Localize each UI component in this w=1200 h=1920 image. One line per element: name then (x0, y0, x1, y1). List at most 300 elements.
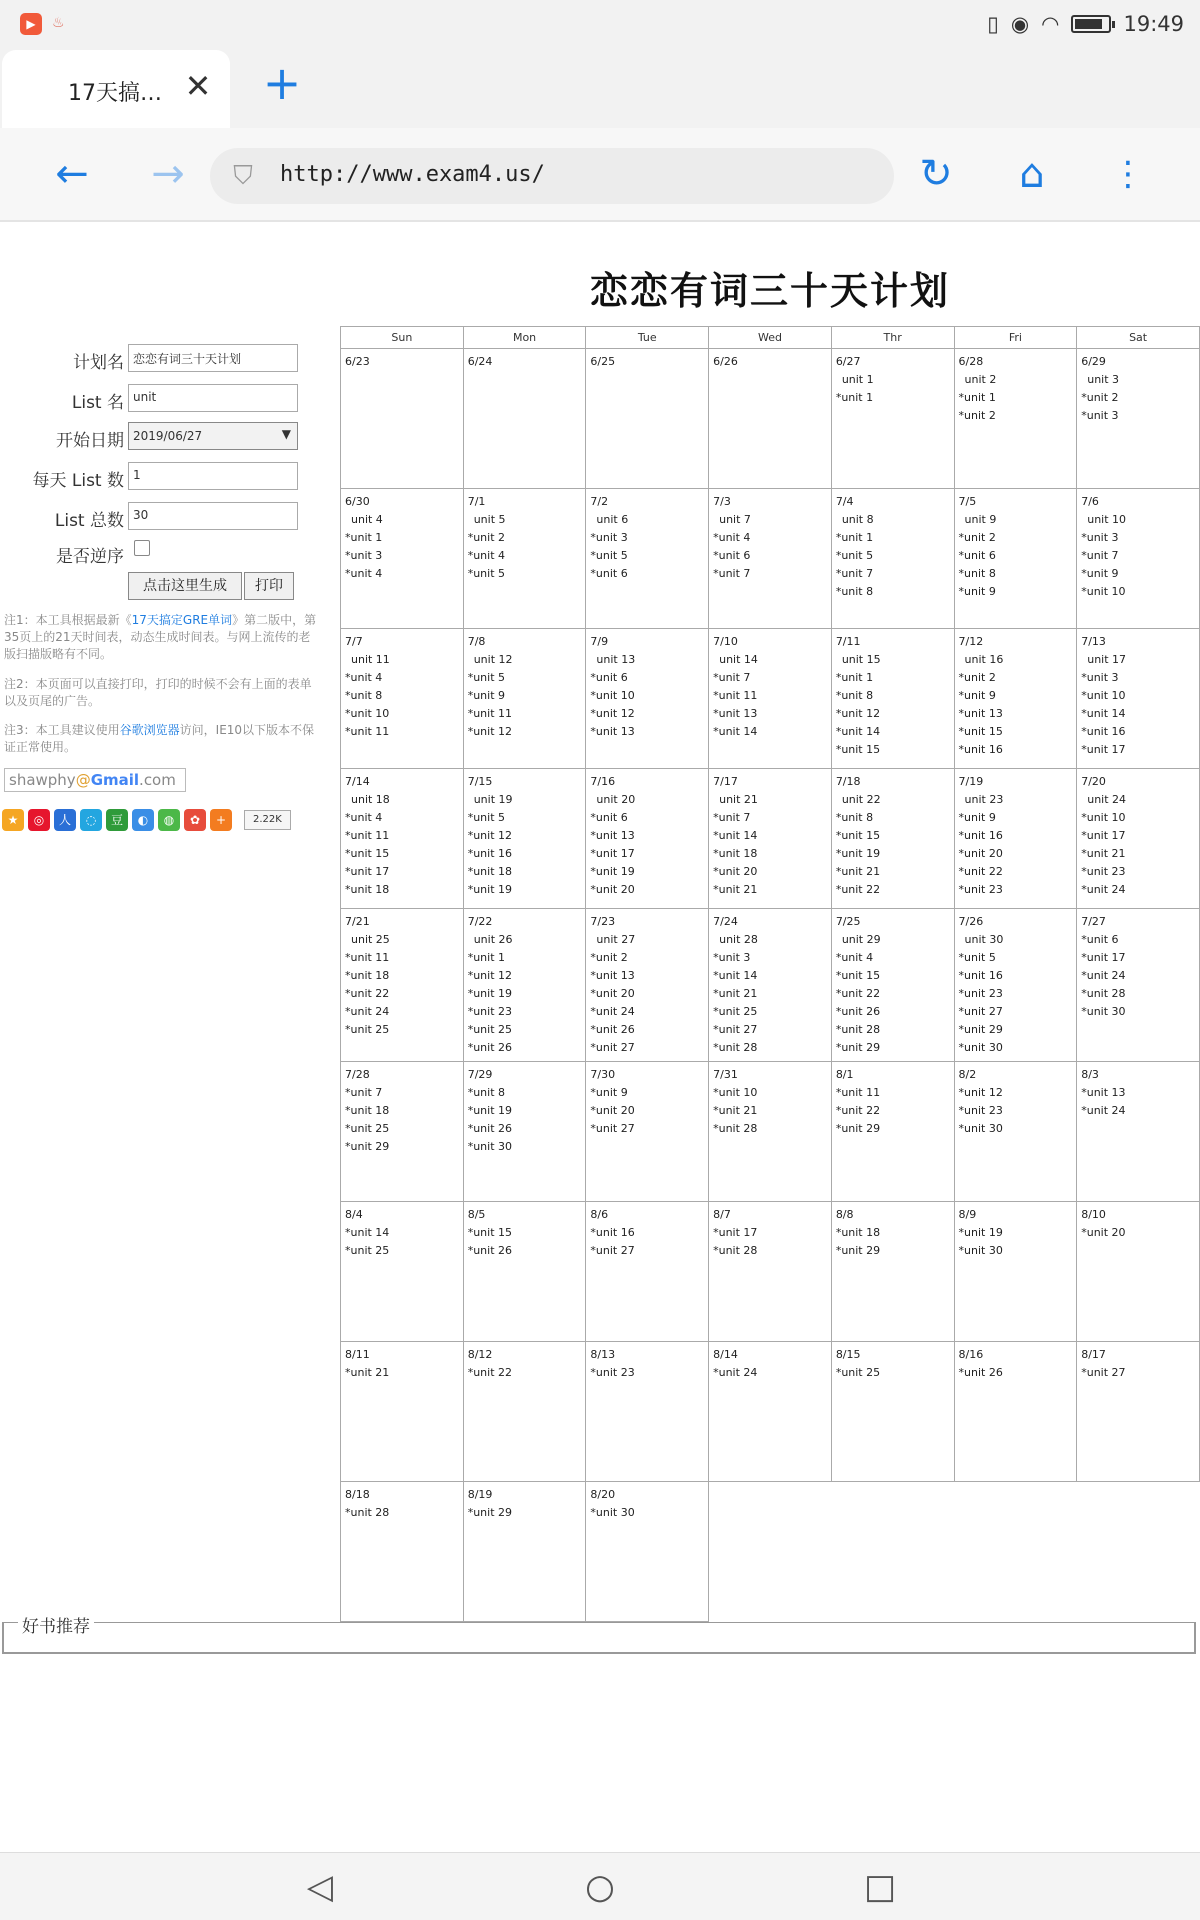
unit-entry: *unit 11 (467, 707, 513, 720)
unit-entry: *unit 20 (713, 865, 758, 878)
unit-entry: *unit 10 (713, 1086, 758, 1099)
unit-entry: unit 10 (1087, 513, 1127, 526)
day-date: 7/14 (345, 775, 370, 788)
email-image (4, 768, 186, 792)
unit-entry: *unit 8 (835, 689, 874, 702)
unit-entry: *unit 28 (1081, 987, 1126, 1000)
chrome-link[interactable]: 谷歌浏览器 (119, 723, 180, 737)
list-name-label: List 名 (71, 393, 124, 413)
unit-entry: *unit 9 (958, 811, 996, 824)
note-1-text-b: 》第二版中，第35页上的21天时间表，动态生成时间表。与网上流传的老版扫描版略有不同。 (4, 613, 317, 661)
unit-entry: *unit 27 (713, 1023, 758, 1036)
unit-entry: *unit 11 (713, 689, 758, 702)
unit-entry: *unit 6 (590, 567, 628, 580)
list-total-input[interactable]: 30 (128, 502, 298, 530)
unit-entry: *unit 3 (590, 531, 628, 544)
nav-back-icon[interactable]: ◁ (306, 1867, 334, 1907)
unit-entry: *unit 9 (590, 1086, 628, 1099)
unit-entry: *unit 15 (835, 829, 881, 842)
day-date: 7/2 (590, 495, 609, 508)
day-date: 7/26 (958, 915, 984, 928)
book-recommend-box (2, 1622, 1196, 1654)
unit-entry: *unit 17 (1081, 829, 1126, 842)
unit-entry: *unit 1 (958, 391, 996, 404)
calendar-day-cell (954, 1062, 1077, 1202)
unit-entry: *unit 20 (590, 1104, 635, 1117)
unit-entry: unit 9 (964, 513, 997, 526)
list-total-label: List 总数 (54, 511, 124, 531)
day-date: 8/14 (713, 1348, 738, 1361)
unit-entry: *unit 10 (1081, 811, 1126, 824)
list-name-input[interactable]: unit (128, 384, 298, 412)
unit-entry: *unit 29 (958, 1023, 1003, 1036)
day-date: 7/3 (713, 495, 731, 508)
day-date: 7/5 (958, 495, 977, 508)
calendar-day-cell (954, 629, 1077, 769)
weibo-share-icon[interactable]: ◎ (28, 809, 50, 831)
unit-entry: *unit 27 (1081, 1366, 1126, 1379)
video-app-icon: ▶ (20, 13, 42, 35)
status-icons (987, 10, 1184, 38)
unit-entry: unit 26 (473, 933, 513, 946)
unit-entry: unit 6 (596, 513, 629, 526)
notification-icon: ♨ (52, 15, 65, 31)
unit-entry: *unit 19 (467, 883, 513, 896)
unit-entry: *unit 28 (345, 1506, 390, 1519)
unit-entry: *unit 15 (345, 847, 390, 860)
day-date: 7/7 (345, 635, 363, 648)
unit-entry: *unit 25 (713, 1005, 758, 1018)
unit-entry: *unit 13 (590, 829, 635, 842)
unit-entry: *unit 25 (345, 1122, 390, 1135)
unit-entry: *unit 7 (345, 1086, 383, 1099)
plus-icon[interactable]: + (262, 56, 302, 110)
unit-entry: *unit 30 (958, 1041, 1003, 1054)
unit-entry: *unit 4 (713, 531, 751, 544)
calendar-week-row (341, 1342, 1200, 1482)
calendar-week-row (341, 489, 1200, 629)
unit-entry: unit 3 (1087, 373, 1120, 386)
unit-entry: *unit 9 (958, 585, 996, 598)
calendar-day-cell (341, 1062, 464, 1202)
unit-entry: *unit 1 (345, 531, 383, 544)
calendar-day-cell (831, 909, 954, 1062)
unit-entry: *unit 27 (590, 1122, 635, 1135)
unit-entry: *unit 19 (467, 1104, 513, 1117)
unit-entry: *unit 2 (958, 671, 996, 684)
unit-entry: *unit 23 (958, 987, 1003, 1000)
reverse-checkbox[interactable] (134, 540, 150, 556)
calendar-day-cell (463, 1482, 586, 1622)
unit-entry: *unit 13 (1081, 1086, 1126, 1099)
calendar-day-cell (954, 1342, 1077, 1482)
day-date: 6/28 (958, 355, 984, 368)
unit-entry: *unit 18 (835, 1226, 881, 1239)
calendar-day-cell (1077, 349, 1200, 489)
unit-entry: *unit 7 (1081, 549, 1119, 562)
day-date: 8/17 (1081, 1348, 1106, 1361)
day-date: 7/1 (467, 495, 486, 508)
unit-entry: *unit 8 (835, 585, 874, 598)
day-date: 6/25 (590, 355, 616, 368)
unit-entry: *unit 27 (590, 1244, 635, 1257)
calendar-day-cell (709, 489, 832, 629)
email-domain: Gmail (90, 771, 140, 789)
note-3-text-a: 注3：本工具建议使用 (4, 723, 120, 737)
chevron-down-icon: ▼ (281, 427, 291, 441)
day-date: 7/27 (1081, 915, 1106, 928)
unit-entry: *unit 3 (1081, 671, 1119, 684)
calendar-day-cell (341, 909, 464, 1062)
day-date: 6/29 (1081, 355, 1106, 368)
book-link[interactable]: 17天搞定GRE单词 (131, 613, 233, 627)
unit-entry: *unit 5 (590, 549, 628, 562)
qzone-share-icon[interactable]: ★ (2, 809, 24, 831)
unit-entry: *unit 4 (835, 951, 874, 964)
calendar-day-cell (831, 1342, 954, 1482)
unit-entry: *unit 25 (467, 1023, 513, 1036)
day-date: 7/16 (590, 775, 616, 788)
calendar-day-cell (831, 349, 954, 489)
unit-entry: *unit 30 (1081, 1005, 1126, 1018)
calendar-header-cell: Thr (831, 327, 954, 349)
unit-entry: *unit 26 (958, 1366, 1003, 1379)
calendar-day-cell (463, 769, 586, 909)
unit-entry: *unit 21 (713, 1104, 758, 1117)
unit-entry: unit 18 (351, 793, 390, 806)
address-bar (0, 128, 1200, 222)
calendar-week-row (341, 1062, 1200, 1202)
tab-title: 17天搞… (68, 81, 162, 106)
calendar-header-cell: Mon (463, 327, 586, 349)
close-icon[interactable]: ✕ (184, 67, 212, 105)
lists-per-day-label: 每天 List 数 (32, 471, 124, 491)
unit-entry: *unit 8 (467, 1086, 506, 1099)
print-button[interactable]: 打印 (244, 572, 294, 600)
unit-entry: *unit 28 (713, 1122, 758, 1135)
day-date: 7/31 (713, 1068, 738, 1081)
day-date: 7/15 (467, 775, 493, 788)
calendar-day-cell (586, 1062, 709, 1202)
unit-entry: *unit 22 (958, 865, 1003, 878)
unit-entry: *unit 16 (1081, 725, 1126, 738)
unit-entry: *unit 20 (958, 847, 1003, 860)
unit-entry: *unit 16 (958, 743, 1003, 756)
unit-entry: *unit 14 (345, 1226, 390, 1239)
day-date: 7/25 (835, 915, 861, 928)
calendar-day-cell (954, 1202, 1077, 1342)
unit-entry: unit 24 (1087, 793, 1127, 806)
unit-entry: *unit 5 (467, 811, 506, 824)
calendar-day-cell (954, 489, 1077, 629)
calendar-week-row (341, 629, 1200, 769)
system-navigation-bar (0, 1852, 1200, 1920)
calendar-day-cell (463, 349, 586, 489)
unit-entry: *unit 3 (1081, 531, 1119, 544)
day-date: 8/13 (590, 1348, 616, 1361)
tencent-weibo-share-icon[interactable]: ◌ (80, 809, 102, 831)
unit-entry: *unit 26 (467, 1122, 513, 1135)
unit-entry: *unit 9 (958, 689, 996, 702)
calendar-day-cell (463, 909, 586, 1062)
douban-share-icon[interactable]: 豆 (106, 809, 128, 831)
unit-entry: *unit 15 (835, 743, 881, 756)
calendar-day-cell (1077, 629, 1200, 769)
unit-entry: unit 22 (841, 793, 881, 806)
unit-entry: *unit 20 (1081, 1226, 1126, 1239)
day-date: 8/16 (958, 1348, 984, 1361)
unit-entry: *unit 9 (1081, 567, 1119, 580)
day-date: 7/29 (467, 1068, 493, 1081)
reload-icon[interactable]: ↻ (919, 151, 953, 197)
url-text[interactable]: http://www.exam4.us/ (280, 162, 545, 187)
unit-entry: *unit 23 (958, 1104, 1003, 1117)
calendar-week-row (341, 769, 1200, 909)
unit-entry: *unit 25 (835, 1366, 881, 1379)
calendar-body (341, 349, 1200, 1622)
day-date: 8/8 (835, 1208, 854, 1221)
unit-entry: *unit 26 (467, 1041, 513, 1054)
unit-entry: *unit 22 (835, 883, 881, 896)
unit-entry: *unit 16 (590, 1226, 635, 1239)
calendar-day-cell (586, 769, 709, 909)
day-date: 8/15 (835, 1348, 861, 1361)
start-date-value: 2019/06/27 (133, 429, 203, 443)
calendar-header-cell: Wed (709, 327, 832, 349)
unit-entry: *unit 13 (958, 707, 1003, 720)
home-icon[interactable]: ⌂ (1019, 151, 1045, 197)
note-1-text-a: 注1：本工具根据最新《 (4, 613, 132, 627)
unit-entry: *unit 28 (835, 1023, 881, 1036)
unit-entry: *unit 6 (1081, 933, 1119, 946)
unit-entry: *unit 27 (590, 1041, 635, 1054)
calendar-day-cell (709, 909, 832, 1062)
calendar-week-row (341, 1202, 1200, 1342)
calendar-day-cell (586, 1202, 709, 1342)
share-count: 2.22K (244, 810, 291, 830)
url-field[interactable] (210, 148, 894, 204)
day-date: 7/6 (1081, 495, 1099, 508)
day-date: 7/28 (345, 1068, 370, 1081)
calendar-week-row (341, 349, 1200, 489)
battery-fill (1075, 19, 1102, 29)
calendar-week-row (341, 909, 1200, 1062)
unit-entry: *unit 27 (958, 1005, 1003, 1018)
calendar-header-cell: Fri (954, 327, 1077, 349)
day-date: 8/1 (835, 1068, 854, 1081)
eye-icon: ◉ (1010, 12, 1030, 36)
day-date: 8/7 (713, 1208, 731, 1221)
day-date: 8/3 (1081, 1068, 1099, 1081)
unit-entry: *unit 21 (345, 1366, 390, 1379)
note-1 (4, 612, 318, 663)
unit-entry: *unit 12 (835, 707, 881, 720)
renren-share-icon[interactable]: 人 (54, 809, 76, 831)
calendar-day-cell (341, 349, 464, 489)
day-date: 7/4 (835, 495, 854, 508)
unit-entry: unit 1 (841, 373, 874, 386)
calendar-empty-cell (954, 1482, 1077, 1622)
unit-entry: *unit 4 (345, 671, 383, 684)
calendar-day-cell (831, 489, 954, 629)
day-date: 6/30 (345, 495, 370, 508)
unit-entry: *unit 5 (835, 549, 874, 562)
calendar-week-row (341, 1482, 1200, 1622)
unit-entry: *unit 23 (467, 1005, 513, 1018)
unit-entry: *unit 17 (590, 847, 635, 860)
unit-entry: *unit 5 (467, 567, 506, 580)
tab-bar (0, 48, 1200, 128)
unit-entry: *unit 13 (713, 707, 758, 720)
unit-entry: *unit 3 (1081, 409, 1119, 422)
unit-entry: *unit 30 (958, 1122, 1003, 1135)
calendar-day-cell (341, 1202, 464, 1342)
unit-entry: *unit 1 (467, 951, 506, 964)
calendar-day-cell (1077, 1342, 1200, 1482)
calendar-day-cell (709, 1062, 832, 1202)
nav-home-icon[interactable]: ○ (585, 1867, 615, 1907)
unit-entry: *unit 15 (958, 725, 1003, 738)
unit-entry: *unit 24 (345, 1005, 390, 1018)
day-date: 8/9 (958, 1208, 977, 1221)
day-date: 7/19 (958, 775, 984, 788)
unit-entry: *unit 17 (345, 865, 390, 878)
share-bar (2, 809, 291, 831)
day-date: 6/26 (713, 355, 738, 368)
unit-entry: *unit 8 (345, 689, 383, 702)
calendar-day-cell (709, 1202, 832, 1342)
plan-name-input[interactable]: 恋恋有词三十天计划 (128, 344, 298, 372)
unit-entry: *unit 14 (713, 829, 758, 842)
unit-entry: unit 20 (596, 793, 636, 806)
calendar-header-row (341, 327, 1200, 349)
unit-entry: *unit 21 (1081, 847, 1126, 860)
unit-entry: unit 14 (719, 653, 758, 666)
lists-per-day-input[interactable]: 1 (128, 462, 298, 490)
email-at: @ (75, 771, 91, 789)
day-date: 7/9 (590, 635, 609, 648)
unit-entry: *unit 30 (958, 1244, 1003, 1257)
unit-entry: *unit 29 (835, 1122, 881, 1135)
book-recommend-label: 好书推荐 (18, 1612, 94, 1637)
unit-entry: unit 28 (719, 933, 758, 946)
calendar-day-cell (586, 909, 709, 1062)
schedule-calendar (340, 326, 1200, 1622)
page-title: 恋恋有词三十天计划 (589, 269, 950, 313)
start-date-label: 开始日期 (56, 431, 124, 451)
day-date: 6/27 (835, 355, 861, 368)
email-prefix: shawphy (9, 771, 76, 789)
unit-entry: *unit 8 (958, 567, 996, 580)
unit-entry: unit 16 (964, 653, 1004, 666)
calendar-day-cell (1077, 769, 1200, 909)
unit-entry: unit 8 (841, 513, 874, 526)
more-vertical-icon[interactable]: ⋮ (1111, 154, 1145, 194)
calendar-day-cell (341, 1482, 464, 1622)
email-suffix: .com (139, 771, 176, 789)
unit-entry: *unit 12 (958, 1086, 1003, 1099)
unit-entry: *unit 2 (958, 531, 996, 544)
calendar-day-cell (954, 349, 1077, 489)
unit-entry: *unit 2 (958, 409, 996, 422)
unit-entry: *unit 11 (835, 1086, 881, 1099)
back-arrow-icon[interactable]: ← (55, 151, 89, 197)
unit-entry: *unit 1 (835, 391, 874, 404)
unit-entry: *unit 16 (958, 969, 1003, 982)
unit-entry: *unit 26 (835, 1005, 881, 1018)
unit-entry: *unit 7 (713, 811, 751, 824)
unit-entry: unit 15 (841, 653, 881, 666)
unit-entry: *unit 6 (958, 549, 996, 562)
unit-entry: unit 11 (351, 653, 390, 666)
day-date: 7/18 (835, 775, 861, 788)
unit-entry: unit 5 (473, 513, 506, 526)
unit-entry: unit 4 (351, 513, 383, 526)
calendar-day-cell (709, 769, 832, 909)
calendar-header-cell: Sat (1077, 327, 1200, 349)
unit-entry: *unit 19 (590, 865, 635, 878)
nav-recents-icon[interactable]: □ (863, 1867, 897, 1907)
unit-entry: unit 30 (964, 933, 1004, 946)
unit-entry: *unit 20 (590, 883, 635, 896)
unit-entry: *unit 7 (713, 567, 751, 580)
unit-entry: *unit 18 (713, 847, 758, 860)
unit-entry: *unit 12 (590, 707, 635, 720)
unit-entry: *unit 13 (590, 969, 635, 982)
qq-share-icon[interactable]: ◐ (132, 809, 154, 831)
day-date: 7/20 (1081, 775, 1106, 788)
unit-entry: *unit 24 (713, 1366, 758, 1379)
unit-entry: *unit 4 (345, 811, 383, 824)
calendar-day-cell (341, 769, 464, 909)
unit-entry: *unit 12 (467, 969, 513, 982)
unit-entry: *unit 29 (835, 1041, 881, 1054)
unit-entry: *unit 5 (958, 951, 996, 964)
day-date: 8/19 (467, 1488, 493, 1501)
unit-entry: *unit 28 (713, 1041, 758, 1054)
unit-entry: *unit 19 (835, 847, 881, 860)
unit-entry: *unit 29 (835, 1244, 881, 1257)
more-share-icon[interactable]: + (210, 809, 232, 831)
unit-entry: *unit 26 (590, 1023, 635, 1036)
calendar-day-cell (341, 629, 464, 769)
unit-entry: *unit 16 (467, 847, 513, 860)
unit-entry: *unit 7 (713, 671, 751, 684)
forward-arrow-icon[interactable]: → (151, 151, 185, 197)
day-date: 7/22 (467, 915, 493, 928)
browser-tab[interactable] (2, 50, 230, 128)
day-date: 8/18 (345, 1488, 370, 1501)
wechat-share-icon[interactable]: ◍ (158, 809, 180, 831)
shield-icon[interactable]: ⛉ (233, 161, 253, 191)
calendar-day-cell (463, 629, 586, 769)
day-date: 7/13 (1081, 635, 1106, 648)
unit-entry: *unit 9 (467, 689, 506, 702)
unit-entry: *unit 11 (345, 725, 390, 738)
favorite-share-icon[interactable]: ✿ (184, 809, 206, 831)
unit-entry: *unit 26 (467, 1244, 513, 1257)
unit-entry: *unit 14 (1081, 707, 1126, 720)
unit-entry: *unit 15 (835, 969, 881, 982)
start-date-select[interactable] (128, 422, 298, 450)
note-3-text-b: 访问，IE10以下版本不保证正常使用。 (4, 723, 315, 754)
calendar-day-cell (463, 1202, 586, 1342)
unit-entry: *unit 23 (1081, 865, 1126, 878)
unit-entry: unit 13 (596, 653, 636, 666)
day-date: 7/12 (958, 635, 984, 648)
unit-entry: *unit 29 (345, 1140, 390, 1153)
generate-button[interactable]: 点击这里生成 (128, 572, 242, 600)
